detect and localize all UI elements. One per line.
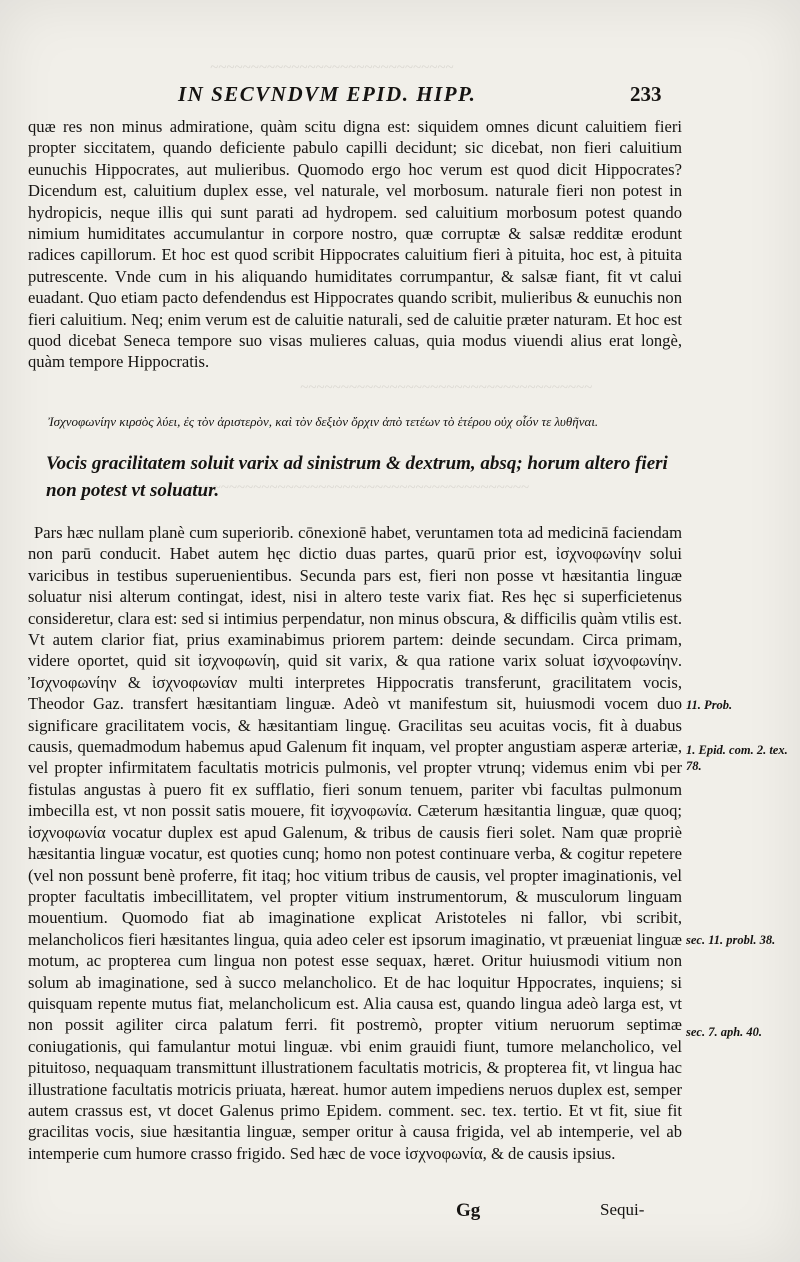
paragraph-2: Pars hæc nullam planè cum superiorib. cōnexionē habet, veruntamen tota ad medicinā faciendam non parū conducit. Habet autem hęc dictio duas partes, quarū prior est, ἰσχνοφωνίην solui varicibus in testibus superuenientibus. Secunda pars est, fieri non posse vt hæsitantia linguæ soluatur nisi alterum contingat, idest, nisi in altero teste varix fiat. Res hęc si superficietenus consideretur, clara est: sed si intimius perpendatur, non minus obscura, & difficilis quàm vtilis est. Vt autem clarior fiat, prius examinabimus priorem partem: deinde secundam. Circa primam, videre oportet, quid sit ἰσχνοφωνίη, quid sit varix, & qua ratione varix soluat ἰσχνοφωνίην. Ἰσχνοφωνίην & ἰσχνοφωνίαν multi interpretes Hippocratis transferunt, gracilitatem vocis, Theodor Gaz. transfert hæsitantiam linguæ. Adeò vt manifestum sit, huiusmodi vocem duo significare gracilitatem vocis, & hæsitantiam linguę. Gracilitas seu acuitas vocis, fit à duabus causis, quemadmodum habemus apud Galenum fit inquam, vel propter angustiam asperæ arteriæ, vel propter infirmitatem facultatis motricis pulmonis, vel propter vtrunq; videmus enim vbi per fistulas angustas à puero fit ex sufflatio, fieri sonum tenuem, pariter vbi facultas pulmonum imbecilla est, vt non possit satis mouere, fit ἰσχνοφωνία. Cæterum hæsitantia linguæ, quæ quoq; ἰσχνοφωνία vocatur duplex est apud Galenum, & tribus de causis fieri solet. Nam quæ propriè hæsitantia linguæ vocatur, est quoties cunq; homo non potest continuare verba, & cogitur repetere (vel non possunt benè proferre, fit itaq; hoc vitium tribus de causis, vel propter imaginationis, vel propter facultatis imbecillitatem, vel propter vitium instrumentorum, & musculorum linguam mouentium. Quomodo fiat ab imaginatione explicat Aristoteles ni fallor, vbi scribit, melancholicos fieri hæsitantes lingua, quia adeo celer est ipsorum imaginatio, vt præueniat linguæ motum, ac propterea cum lingua non potest esse sequax, hæret. Oritur huiusmodi vitium non solum ab imaginatione, sed à succo melancholico. Et de hac loquitur Hppocrates, inquiens; si quisquam repente mutus fiat, melancholicum est. Alia causa est, quando lingua adeò larga est, vt non possit agiliter circa palatum ferri. fit postremò, propter vitium neruorum septimæ coniugationis, qui famulantur motui linguæ. vbi enim grauidi fiunt, tumore melancholico, vel pituitoso, nequaquam transmittunt illustrationem facultatis motricis, & propterea fit, vt lingua hac illustratione facultatis motricis priuata, hæreat. humor autem impediens neruos duplex est, semper autem crassus est, vt docet Galenus primo Epidem. comment. sec. tex. tertio. Et vt fit, siue fit gracilitas vocis, siue hæsitantia linguæ, semper oritur à causa frigida, vel ab intemperie, vel ab intemperie cum humore crasso frigido. Sed hæc de voce ἰσχνοφωνία, & de causis ipsius.	[28, 523, 682, 1163]
show-through-text: ~~~~~~~~~~~~~~~~~~~~~~~~~~~~~~~~~~~~	[300, 380, 593, 396]
margin-note-epidemics: 1. Epid. com. 2. tex. 78.	[686, 743, 788, 773]
paragraph-1: quæ res non minus admiratione, quàm scitu digna est: siquidem omnes dicunt caluitiem fieri propter siccitatem, quando deficiente pabulo capilli decidunt; sic dicebat, non fieri caluitium eunuchis Hippocrates, aut mulieribus. Quomodo ergo hoc verum est quod dicit Hippocrates? Dicendum est, caluitium duplex esse, vel naturale, vel morbosum. naturale fieri non potest in hydropicis, neque illis qui sunt parati ad hydropem. sed caluitium morbosum potest quando nimium humiditates accumulantur in corpore nostro, quæ corruptæ & salsæ redditæ erodunt radices capillorum. Et hoc est quod scribit Hippocrates caluitium fieri à pituita, hoc est, à pituita putrescente. Vnde cum in his aliquando humiditates corrumpantur, & salsæ fiant, fit vt calui euadant. Quo etiam pacto defendendus est Hippocrates quando scribit, mulieribus & eunuchis non fieri caluitium. Neq; enim verum est de caluitie naturali, sed de caluitie præter naturam. Et hoc est quod dicebat Seneca tempore suo visas mulieres caluas, quia modus viuendi alius erat longè, quàm tempore Hippocratis.	[28, 117, 682, 372]
running-head: IN SECVNDVM EPID. HIPP.	[178, 82, 477, 106]
margin-note-problems-2: sec. 11. probl. 38.	[686, 933, 776, 947]
margin-note-problems: 11. Prob.	[686, 698, 733, 712]
greek-quote: Ἰσχνοφωνίην κιρσὸς λύει, ἐς τὸν ἀριστερὸν, καὶ τὸν δεξιὸν ὄρχιν ἀπὸ τετέων τὸ ἑτέρου οὐχ οἷόν τε λυθῆναι.	[48, 414, 599, 429]
signature-mark: Gg	[456, 1200, 481, 1221]
show-through-text: ~~~~~~~~~~~~~~~~~~~~~~~~~~~~~~	[210, 60, 454, 76]
margin-note-aphorism: sec. 7. aph. 40.	[686, 1025, 763, 1039]
lemma-heading: Vocis gracilitatem soluit varix ad sinistrum & dextrum, absq; horum altero fieri non potest vt soluatur.	[46, 453, 668, 501]
page-number: 233	[630, 82, 662, 106]
show-through-text: ~~~~~~~~~~~~~~~~~~~~~~~~~~~~~~~~~~~~~~~~~~~	[180, 480, 529, 496]
catchword: Sequi-	[600, 1200, 645, 1219]
